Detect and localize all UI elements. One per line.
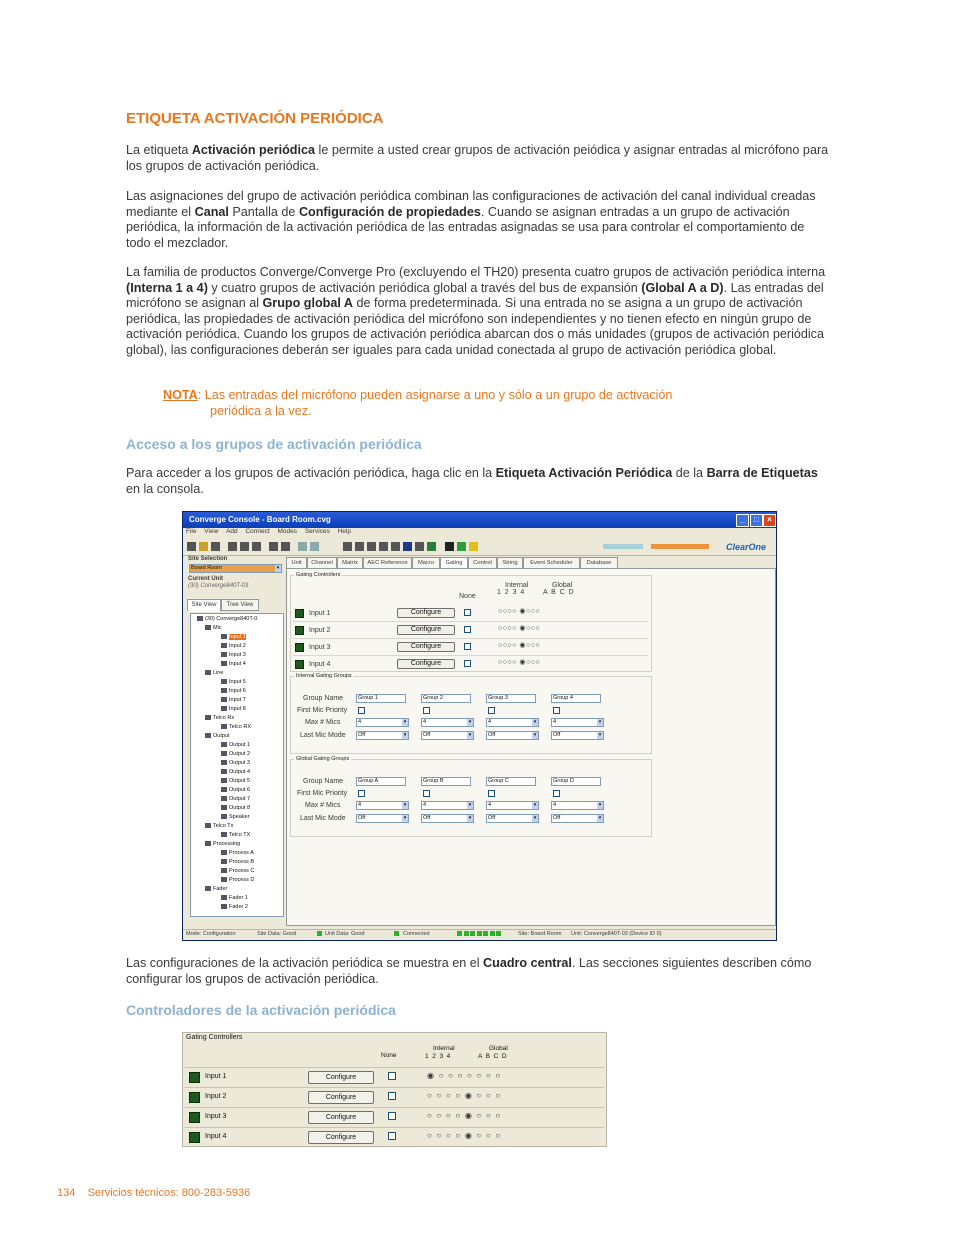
toolbar-grid-icon[interactable]: [298, 542, 307, 551]
input-label: Input 4: [205, 1133, 227, 1140]
zoom-row-input-4: [185, 1127, 604, 1146]
toolbar-book-icon[interactable]: [355, 542, 364, 551]
none-checkbox[interactable]: [388, 1092, 396, 1100]
tree-fader-1[interactable]: Fader 1: [221, 895, 248, 901]
tree-telco-tx[interactable]: Telco Tx: [205, 823, 233, 829]
menu-modes[interactable]: Modes: [277, 528, 298, 535]
none-label: None: [459, 593, 476, 600]
toolbar-open-icon[interactable]: [199, 542, 208, 551]
internal-label: Internal: [433, 1045, 455, 1052]
tab-string[interactable]: String: [497, 557, 523, 569]
toolbar-grid2-icon[interactable]: [310, 542, 319, 551]
none-checkbox[interactable]: [388, 1072, 396, 1080]
none-label: None: [381, 1052, 397, 1059]
internal-numbers: 1 2 3 4: [425, 1053, 451, 1060]
menu-view[interactable]: View: [204, 528, 219, 535]
gating-controllers-label: Gating Controllers: [186, 1034, 243, 1041]
internal-group-3-priority-checkbox[interactable]: [488, 707, 495, 714]
input-led: [189, 1092, 200, 1103]
tree-input-8[interactable]: Input 8: [221, 706, 246, 712]
internal-numbers: 1 2 3 4: [497, 589, 525, 596]
tree-input-1[interactable]: Input 1: [221, 634, 246, 640]
last-mic-mode-label: Last Mic Mode: [300, 732, 346, 739]
global-group-c-priority-checkbox[interactable]: [488, 790, 495, 797]
global-group-a-max-mics[interactable]: 4 ▾: [356, 801, 409, 810]
internal-group-1-last-mic[interactable]: Off ▾: [356, 731, 409, 740]
tab-site-view[interactable]: Site View: [187, 599, 221, 612]
tree-input-3[interactable]: Input 3: [221, 652, 246, 658]
zoom-row-input-1: [185, 1067, 604, 1086]
global-letters: A B C D: [478, 1053, 507, 1060]
tab-database[interactable]: Database: [580, 557, 618, 569]
toolbar-monitor-icon[interactable]: [403, 542, 412, 551]
current-unit-label: Current Unit: [188, 576, 223, 582]
toolbar-meter-icon[interactable]: [343, 542, 352, 551]
tab-channel[interactable]: Channel: [307, 557, 337, 569]
gating-row-input-3: [293, 640, 648, 656]
toolbar-print-icon[interactable]: [391, 542, 400, 551]
status-bar: [183, 929, 776, 941]
tree-output-8[interactable]: Output 8: [221, 805, 250, 811]
paragraph-intro: La etiqueta Activación periódica le permite a usted crear grupos de activación peiódica y asignar entradas al micrófono para los grupos de activación periódica.: [126, 143, 829, 173]
site-selection-label: Site Selection: [188, 556, 228, 562]
tree-output-5[interactable]: Output 5: [221, 778, 250, 784]
menu-add[interactable]: Add: [226, 528, 238, 535]
toolbar-copy-icon[interactable]: [269, 542, 278, 551]
subheading-controllers: Controladores de la activación periódica: [126, 1002, 396, 1018]
tree-input-6[interactable]: Input 6: [221, 688, 246, 694]
global-group-d-name[interactable]: Group D: [551, 777, 601, 786]
status-site-data: Site Data: Good: [257, 931, 297, 937]
tree-fader[interactable]: Fader: [205, 886, 227, 892]
input-led: [295, 643, 304, 652]
tab-matrix[interactable]: Matrix: [337, 557, 363, 569]
toolbar-settings-icon[interactable]: [281, 542, 290, 551]
global-group-d-max-mics[interactable]: 4 ▾: [551, 801, 604, 810]
toolbar-phone-icon[interactable]: [367, 542, 376, 551]
minimize-icon[interactable]: _: [736, 514, 749, 527]
global-group-a-last-mic[interactable]: Off ▾: [356, 814, 409, 823]
first-mic-priority-label: First Mic Priority: [297, 707, 348, 714]
last-mic-mode-label: Last Mic Mode: [300, 815, 346, 822]
tab-event-scheduler[interactable]: Event Scheduler: [523, 557, 580, 569]
toolbar-tool-icon[interactable]: [379, 542, 388, 551]
tree-unit[interactable]: (30) Converge840T-0: [197, 616, 257, 622]
tab-unit[interactable]: Unit: [286, 557, 307, 569]
global-gating-groups: Global Gating Groups Group Name First Mic Priority Max # Mics Last Mic Mode Group A 4 ▾ Off ▾ Group B 4 ▾ Off ▾ Group C 4 ▾ Off ▾ Group D 4 ▾ Off ▾: [290, 759, 652, 837]
internal-group-2-name[interactable]: Group 2: [421, 694, 471, 703]
input-label: Input 1: [309, 610, 331, 617]
global-group-b-max-mics[interactable]: 4 ▾: [421, 801, 474, 810]
internal-group-4-max-mics[interactable]: 4 ▾: [551, 718, 604, 727]
group-radios[interactable]: ○○○○ ◉○○○: [498, 642, 541, 649]
none-checkbox[interactable]: [388, 1112, 396, 1120]
paragraph-assignments: Las asignaciones del grupo de activación periódica combinan las configuraciones de activación del canal individual creadas mediante el Canal Pantalla de Configuración de propiedades. Cuando se asignan entradas a un grupo de activación periódica, la información de la activación periódica de las entradas asignadas se usa para controlar el comportamiento de todo el mezclador.: [126, 189, 816, 250]
tab-macro[interactable]: Macro: [412, 557, 440, 569]
internal-group-1-priority-checkbox[interactable]: [358, 707, 365, 714]
group-name-label: Group Name: [303, 695, 344, 702]
tree-speaker[interactable]: Speaker: [221, 814, 250, 820]
global-group-c-max-mics[interactable]: 4 ▾: [486, 801, 539, 810]
internal-group-4-name[interactable]: Group 4: [551, 694, 601, 703]
toolbar-image-icon[interactable]: [415, 542, 424, 551]
none-checkbox[interactable]: [464, 643, 471, 650]
gating-row-input-4: [293, 657, 648, 672]
paragraph-center-box: Las configuraciones de la activación periódica se muestra en el Cuadro central. Las secciones siguientes describen cómo configurar los grupos de activación periódica.: [126, 956, 812, 986]
input-led: [189, 1132, 200, 1143]
subheading-access: Acceso a los grupos de activación periódica: [126, 436, 422, 452]
input-led: [295, 660, 304, 669]
tree-telco-rx-item[interactable]: Telco RX: [221, 724, 251, 730]
internal-label: Internal: [505, 582, 529, 589]
note-label: NOTA: [163, 388, 198, 402]
tree-output[interactable]: Output: [205, 733, 230, 739]
group-radios[interactable]: ○○○○ ◉○○○: [498, 659, 541, 666]
toolbar-connect-icon[interactable]: [228, 542, 237, 551]
toolbar-list-icon[interactable]: [187, 542, 196, 551]
toolbar-help-icon[interactable]: [469, 542, 478, 551]
tree-input-7[interactable]: Input 7: [221, 697, 246, 703]
paragraph-access: Para acceder a los grupos de activación periódica, haga clic en la Etiqueta Activación Periódica de la Barra de Etiquetas en la consola.: [126, 466, 818, 496]
internal-group-4-last-mic[interactable]: Off ▾: [551, 731, 604, 740]
tree-output-2[interactable]: Output 2: [221, 751, 250, 757]
menu-help[interactable]: Help: [337, 528, 351, 535]
site-panel: [187, 556, 284, 924]
current-unit: (30) Converge840T-03: [188, 583, 249, 589]
note: NOTA: Las entradas del micrófono pueden asignarse a uno y sólo a un grupo de activación periódica a la vez.: [163, 388, 673, 418]
group-radios[interactable]: ○○○○ ◉○○○: [498, 625, 541, 632]
tab-aec-reference[interactable]: AEC Reference: [363, 557, 412, 569]
input-led: [295, 609, 304, 618]
zoom-row-input-2: [185, 1087, 604, 1106]
tree-processing[interactable]: Processing: [205, 841, 240, 847]
max-mics-label: Max # Mics: [305, 719, 341, 726]
internal-group-3-max-mics[interactable]: 4 ▾: [486, 718, 539, 727]
tree-output-7[interactable]: Output 7: [221, 796, 250, 802]
input-label: Input 3: [205, 1113, 227, 1120]
status-connected: Connected: [403, 931, 430, 937]
internal-group-2-priority-checkbox[interactable]: [423, 707, 430, 714]
status-unit-data-led: [317, 931, 322, 937]
group-radios[interactable]: ○ ○ ○ ○ ◉ ○ ○ ○: [427, 1131, 502, 1140]
input-label: Input 2: [205, 1093, 227, 1100]
tree-output-6[interactable]: Output 6: [221, 787, 250, 793]
tree-process-b[interactable]: Process B: [221, 859, 254, 865]
global-group-a-priority-checkbox[interactable]: [358, 790, 365, 797]
toolbar-refresh-icon[interactable]: [252, 542, 261, 551]
input-label: Input 4: [309, 661, 331, 668]
zoom-row-input-3: [185, 1107, 604, 1126]
status-activity-leds: [457, 931, 501, 937]
gating-controllers-group: Gating Controllers None Internal 1 2 3 4 Global A B C D Input 1 Configure ○○○○ ◉○○○ Input 2 Configure ○○○○ ◉○○○ Input 3 Configure ○○○○ ◉○○○ Input 4 Configure ○○○○ ◉○○○: [290, 575, 652, 672]
status-connected-led: [394, 931, 399, 937]
global-label: Global: [552, 582, 573, 589]
global-group-a-name[interactable]: Group A: [356, 777, 406, 786]
internal-gating-groups: Internal Gating Groups Group Name First Mic Priority Max # Mics Last Mic Mode Group 1 4 ▾ Off ▾ Group 2 4 ▾ Off ▾ Group 3 4 ▾ Off ▾ Group 4 4 ▾ Off ▾: [290, 676, 652, 754]
section-heading: ETIQUETA ACTIVACIÓN PERIÓDICA: [126, 110, 384, 127]
toolbar: [183, 539, 776, 556]
gating-controllers-zoom: [182, 1032, 607, 1147]
toolbar-disconnect-icon[interactable]: [240, 542, 249, 551]
progress-bar-cyan: [603, 544, 643, 549]
tree-input-5[interactable]: Input 5: [221, 679, 246, 685]
converge-console-screenshot: [182, 511, 777, 941]
internal-group-3-name[interactable]: Group 3: [486, 694, 536, 703]
tree-process-c[interactable]: Process C: [221, 868, 254, 874]
global-group-b-last-mic[interactable]: Off ▾: [421, 814, 474, 823]
tree-line[interactable]: Line: [205, 670, 223, 676]
status-unit-data: Unit Data: Good: [325, 931, 365, 937]
group-radios[interactable]: ○ ○ ○ ○ ◉ ○ ○ ○: [427, 1091, 502, 1100]
global-label: Global: [489, 1045, 508, 1052]
internal-group-2-last-mic[interactable]: Off ▾: [421, 731, 474, 740]
first-mic-priority-label: First Mic Priority: [297, 790, 348, 797]
global-group-d-last-mic[interactable]: Off ▾: [551, 814, 604, 823]
site-select[interactable]: Board Room ▾: [189, 564, 282, 573]
device-tree: [190, 613, 284, 917]
menu-file[interactable]: File: [186, 528, 197, 535]
configure-button[interactable]: Configure: [397, 659, 455, 669]
tree-output-4[interactable]: Output 4: [221, 769, 250, 775]
gating-row-input-1: [293, 606, 648, 622]
configure-button[interactable]: Configure: [397, 608, 455, 618]
configure-button[interactable]: Configure: [308, 1111, 374, 1124]
configure-button[interactable]: Configure: [308, 1091, 374, 1104]
status-mode: Mode: Configuration: [186, 931, 236, 937]
global-group-d-priority-checkbox[interactable]: [553, 790, 560, 797]
gating-panel: [286, 568, 776, 926]
tree-input-2[interactable]: Input 2: [221, 643, 246, 649]
configure-button[interactable]: Configure: [308, 1071, 374, 1084]
tree-telco-rx[interactable]: Telco Rx: [205, 715, 234, 721]
toolbar-square-icon[interactable]: [445, 542, 454, 551]
toolbar-green-icon[interactable]: [457, 542, 466, 551]
tree-input-4[interactable]: Input 4: [221, 661, 246, 667]
group-name-label: Group Name: [303, 778, 344, 785]
group-radios[interactable]: ○ ○ ○ ○ ◉ ○ ○ ○: [427, 1111, 502, 1120]
none-checkbox[interactable]: [464, 660, 471, 667]
window-title: Converge Console - Board Room.cvg: [189, 515, 331, 524]
none-checkbox[interactable]: [464, 609, 471, 616]
internal-group-3-last-mic[interactable]: Off ▾: [486, 731, 539, 740]
tree-telco-tx-item[interactable]: Telco TX: [221, 832, 250, 838]
input-led: [189, 1072, 200, 1083]
status-unit: Unit: Converge840T-03 (Device ID 0): [571, 931, 662, 937]
tree-process-a[interactable]: Process A: [221, 850, 254, 856]
tab-control[interactable]: Control: [468, 557, 497, 569]
internal-group-4-priority-checkbox[interactable]: [553, 707, 560, 714]
none-checkbox[interactable]: [388, 1132, 396, 1140]
group-radios[interactable]: ○○○○ ◉○○○: [498, 608, 541, 615]
tree-fader-2[interactable]: Fader 2: [221, 904, 248, 910]
tab-tree-view[interactable]: Tree View: [221, 599, 259, 611]
global-group-b-priority-checkbox[interactable]: [423, 790, 430, 797]
tab-gating[interactable]: Gating: [440, 557, 468, 570]
maximize-icon[interactable]: □: [750, 514, 763, 527]
input-label: Input 3: [309, 644, 331, 651]
menu-connect[interactable]: Connect: [245, 528, 270, 535]
input-led: [189, 1112, 200, 1123]
tree-output-3[interactable]: Output 3: [221, 760, 250, 766]
title-bar: [183, 512, 776, 528]
tree-process-d[interactable]: Process D: [221, 877, 254, 883]
global-group-b-name[interactable]: Group B: [421, 777, 471, 786]
internal-group-2-max-mics[interactable]: 4 ▾: [421, 718, 474, 727]
tree-output-1[interactable]: Output 1: [221, 742, 250, 748]
max-mics-label: Max # Mics: [305, 802, 341, 809]
global-group-c-name[interactable]: Group C: [486, 777, 536, 786]
group-radios[interactable]: ◉ ○ ○ ○ ○ ○ ○ ○: [427, 1071, 502, 1080]
page-footer: 134 Servicios técnicos: 800-283-5936: [57, 1187, 251, 1199]
input-label: Input 2: [309, 627, 331, 634]
toolbar-save-icon[interactable]: [211, 542, 220, 551]
toolbar-chart-icon[interactable]: [427, 542, 436, 551]
menu-services[interactable]: Services: [304, 528, 330, 535]
menu-bar: [183, 528, 776, 539]
configure-button[interactable]: Configure: [397, 642, 455, 652]
progress-bar-orange: [651, 544, 709, 549]
gating-row-input-2: [293, 623, 648, 639]
configure-button[interactable]: Configure: [397, 625, 455, 635]
internal-group-1-name[interactable]: Group 1: [356, 694, 406, 703]
global-letters: A B C D: [543, 589, 574, 596]
status-site: Site: Board Room: [518, 931, 562, 937]
input-led: [295, 626, 304, 635]
configure-button[interactable]: Configure: [308, 1131, 374, 1144]
paragraph-family: La familia de productos Converge/Converge Pro (excluyendo el TH20) presenta cuatro grupos de activación periódica interna (Interna 1 a 4) y cuatro grupos de activación periódica global a través del bus de expansión (Global A a D). Las entradas del micrófono se asignan al Grupo global A de forma predeterminada. Si una entrada no se asigna a un grupo de activación periódica, las propiedades de activación periódica del micrófono son independientes y no tienen efecto en ningún grupo de activación periódica. Cuando los grupos de activación periódica abarcan dos o más unidades (grupos de activación periódica global), las configuraciones deberán ser iguales para cada unidad conectada al grupo de activación periódica global.: [126, 265, 826, 357]
none-checkbox[interactable]: [464, 626, 471, 633]
input-label: Input 1: [205, 1073, 227, 1080]
global-group-c-last-mic[interactable]: Off ▾: [486, 814, 539, 823]
clearone-logo: ClearOne: [725, 542, 766, 552]
close-icon[interactable]: ×: [763, 514, 776, 527]
internal-group-1-max-mics[interactable]: 4 ▾: [356, 718, 409, 727]
tree-mic[interactable]: Mic: [205, 625, 222, 631]
